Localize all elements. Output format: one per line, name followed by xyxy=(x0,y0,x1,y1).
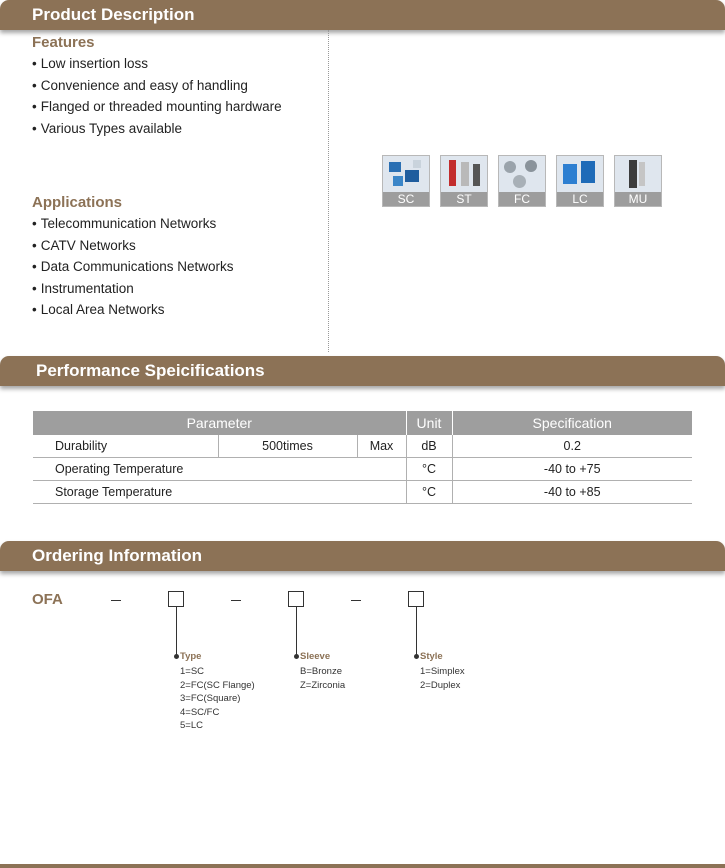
connector-label: ST xyxy=(441,192,487,206)
column-header-specification: Specification xyxy=(452,411,692,435)
connector-fc xyxy=(498,155,546,207)
list-item: • Low insertion loss xyxy=(32,53,282,75)
ordering-header: Ordering Information xyxy=(0,541,725,571)
sleeve-leader-dot xyxy=(294,654,299,659)
performance-table xyxy=(33,411,692,504)
sleeve-leader-line xyxy=(296,607,297,656)
connector-thumbnails xyxy=(382,155,662,207)
unit-cell: dB xyxy=(406,435,452,458)
table-row xyxy=(33,435,692,458)
column-header-parameter: Parameter xyxy=(33,411,406,435)
list-item: 4=SC/FC xyxy=(180,706,220,718)
connector-st xyxy=(440,155,488,207)
list-item: • Telecommunication Networks xyxy=(32,213,234,235)
st-connector-image xyxy=(441,156,487,192)
connector-label: SC xyxy=(383,192,429,206)
list-item: • Various Types available xyxy=(32,118,282,140)
fc-connector-image xyxy=(499,156,545,192)
table-row xyxy=(33,481,692,504)
mu-connector-image xyxy=(615,156,661,192)
spec-cell: 0.2 xyxy=(452,435,692,458)
applications-title: Applications xyxy=(32,194,123,211)
type-code-box xyxy=(168,591,184,607)
connector-label: FC xyxy=(499,192,545,206)
style-code-box xyxy=(408,591,424,607)
parameter-cell: Storage Temperature xyxy=(33,481,406,504)
lc-connector-image xyxy=(557,156,603,192)
list-item: 2=Duplex xyxy=(420,679,461,691)
features-list xyxy=(32,53,282,139)
style-options xyxy=(420,665,465,692)
features-title: Features xyxy=(32,34,95,51)
type-options xyxy=(180,665,255,733)
sleeve-options xyxy=(300,665,345,692)
bottom-border xyxy=(0,864,725,868)
spec-cell: -40 to +75 xyxy=(452,458,692,481)
unit-cell: °C xyxy=(406,481,452,504)
connector-mu xyxy=(614,155,662,207)
code-dash xyxy=(231,600,241,601)
list-item: 3=FC(Square) xyxy=(180,693,241,704)
column-header-unit: Unit xyxy=(406,411,452,435)
product-description-header: Product Description xyxy=(0,0,725,30)
style-leader-line xyxy=(416,607,417,656)
list-item: 1=SC xyxy=(180,666,205,677)
list-item: • Flanged or threaded mounting hardware xyxy=(32,96,282,118)
code-dash xyxy=(351,600,361,601)
connector-label: MU xyxy=(615,192,661,206)
limit-cell: Max xyxy=(357,435,406,458)
applications-list xyxy=(32,213,234,321)
list-item: • Instrumentation xyxy=(32,278,234,300)
performance-header: Performance Speicifications xyxy=(0,356,725,386)
list-item: • CATV Networks xyxy=(32,235,234,257)
sleeve-code-box xyxy=(288,591,304,607)
sleeve-title: Sleeve xyxy=(300,651,331,662)
style-title: Style xyxy=(420,651,443,662)
list-item: B=Bronze xyxy=(300,666,342,677)
connector-lc xyxy=(556,155,604,207)
spec-cell: -40 to +85 xyxy=(452,481,692,504)
list-item: • Data Communications Networks xyxy=(32,256,234,278)
parameter-cell: Durability xyxy=(33,435,218,458)
unit-cell: °C xyxy=(406,458,452,481)
list-item: • Convenience and easy of handling xyxy=(32,75,282,97)
connector-label: LC xyxy=(557,192,603,206)
sc-connector-image xyxy=(383,156,429,192)
style-leader-dot xyxy=(414,654,419,659)
parameter-cell: Operating Temperature xyxy=(33,458,406,481)
type-leader-line xyxy=(176,607,177,656)
type-title: Type xyxy=(180,651,202,662)
list-item: 1=Simplex xyxy=(420,666,465,677)
table-row xyxy=(33,458,692,481)
column-divider xyxy=(328,30,329,352)
condition-cell: 500times xyxy=(218,435,357,458)
type-leader-dot xyxy=(174,654,179,659)
list-item: 2=FC(SC Flange) xyxy=(180,679,255,691)
connector-sc xyxy=(382,155,430,207)
list-item: Z=Zirconia xyxy=(300,679,346,691)
list-item: • Local Area Networks xyxy=(32,299,234,321)
list-item: 5=LC xyxy=(180,720,203,731)
code-dash xyxy=(111,600,121,601)
order-code-prefix: OFA xyxy=(32,591,63,608)
